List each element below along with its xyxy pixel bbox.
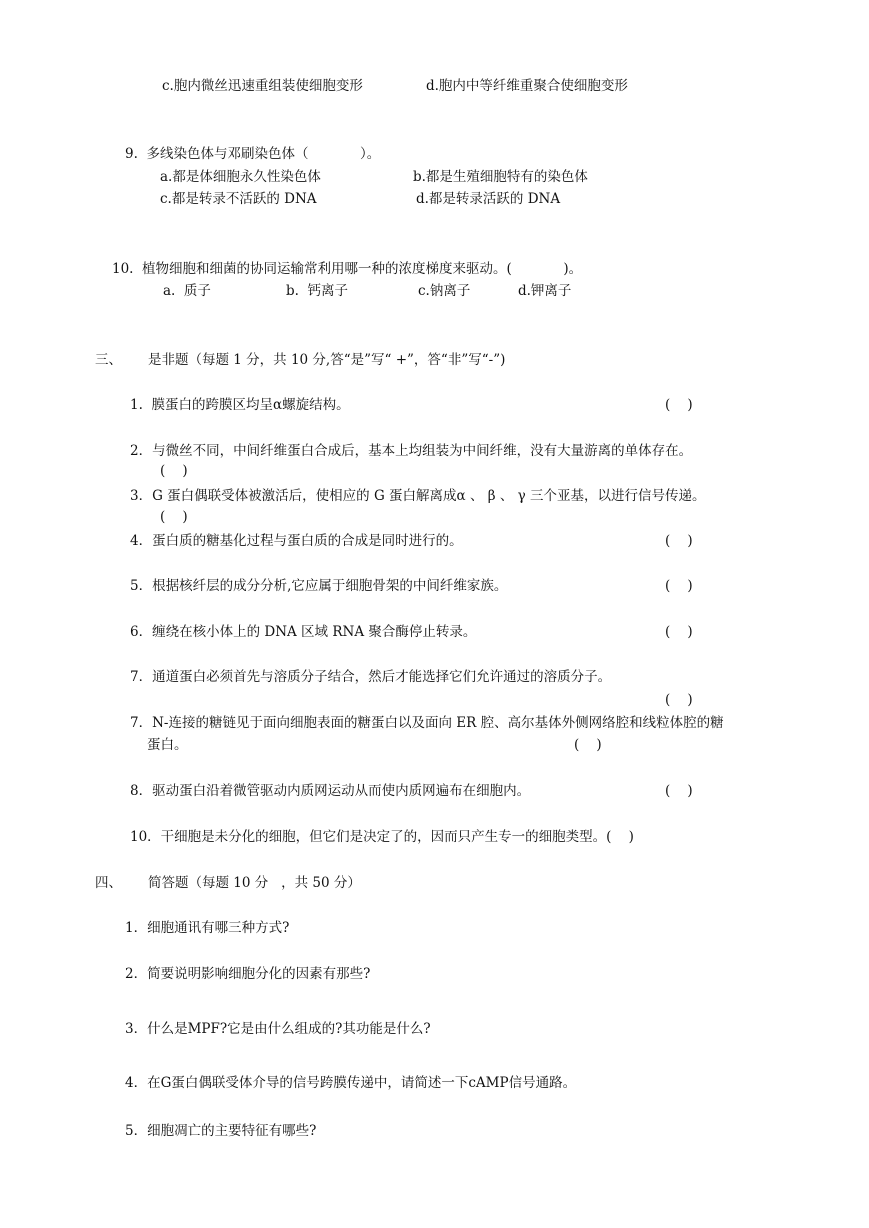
answer-blank: ( ) (665, 624, 693, 640)
section-4-number: 四、 (95, 875, 122, 891)
q9-option-d: d.都是转录活跃的 DNA (416, 191, 561, 207)
answer-blank: ( ) (665, 578, 693, 594)
answer-blank: ( ) (665, 533, 693, 549)
short-answer-3: 3．什么是MPF?它是由什么组成的?其功能是什么? (125, 1021, 431, 1037)
answer-blank: ( ) (160, 463, 188, 479)
answer-blank: ( ) (665, 783, 693, 799)
q9-option-b: b.都是生殖细胞特有的染色体 (413, 169, 588, 185)
tf-item-2: 2．与微丝不同，中间纤维蛋白合成后，基本上均组装为中间纤维，没有大量游离的单体存在。 (130, 443, 693, 459)
section-4-title: 简答题（每题 10 分 ，共 50 分） (148, 875, 361, 891)
tf-item-5: 5．根据核纤层的成分分析,它应属于细胞骨架的中间纤维家族。 (130, 578, 508, 594)
answer-blank: ( ) (574, 737, 602, 753)
q10-option-d: d.钾离子 (518, 283, 572, 299)
answer-blank: ( ) (160, 509, 188, 525)
tf-item-3: 3．G 蛋白偶联受体被激活后，使相应的 G 蛋白解离成α 、 β 、 γ 三个亚基，以进行信号传递。 (130, 488, 706, 504)
tf-item-6: 6．缠绕在核小体上的 DNA 区域 RNA 聚合酶停止转录。 (130, 624, 477, 640)
tf-item-8: 8．驱动蛋白沿着微管驱动内质网运动从而使内质网遍布在细胞内。 (130, 783, 531, 799)
tf-item-1: 1. 膜蛋白的跨膜区均呈α螺旋结构。 (130, 397, 350, 413)
tf-item-7b-continuation: 蛋白。 (147, 737, 188, 753)
short-answer-1: 1．细胞通讯有哪三种方式? (125, 920, 290, 936)
question-9-stem: 9. 多线染色体与邓刷染色体（ ）。 (125, 146, 381, 162)
question-10-stem: 10. 植物细胞和细菌的协同运输常利用哪一种的浓度梯度来驱动。( )。 (112, 261, 583, 277)
short-answer-5: 5．细胞凋亡的主要特征有哪些? (125, 1123, 317, 1139)
tf-item-10: 10．干细胞是未分化的细胞，但它们是决定了的，因而只产生专一的细胞类型。( ) (130, 829, 634, 845)
answer-blank: ( ) (665, 397, 693, 413)
section-3-title: 是非题（每题 1 分，共 10 分,答“是”写“ +”，答“非”写“-”) (148, 352, 506, 368)
q10-option-c: c.钠离子 (418, 283, 471, 299)
tf-item-7b: 7．N-连接的糖链见于面向细胞表面的糖蛋白以及面向 ER 腔、高尔基体外侧网络腔和线粒体腔的糖 (130, 715, 724, 731)
short-answer-4: 4．在G蛋白偶联受体介导的信号跨膜传递中，请简述一下cAMP信号通路。 (125, 1075, 577, 1091)
answer-blank: ( ) (665, 692, 693, 708)
q10-option-a: a. 质子 (163, 283, 211, 299)
q9-option-a: a.都是体细胞永久性染色体 (160, 169, 321, 185)
tf-item-4: 4．蛋白质的糖基化过程与蛋白质的合成是同时进行的。 (130, 533, 463, 549)
section-3-number: 三、 (95, 352, 122, 368)
tf-item-7: 7．通道蛋白必须首先与溶质分子结合，然后才能选择它们允许通过的溶质分子。 (130, 669, 612, 685)
option-c: c.胞内微丝迅速重组装使细胞变形 (162, 78, 363, 94)
q9-option-c: c.都是转录不活跃的 DNA (160, 191, 317, 207)
q10-option-b: b. 钙离子 (286, 283, 349, 299)
option-d: d.胞内中等纤维重聚合使细胞变形 (426, 78, 628, 94)
short-answer-2: 2．简要说明影响细胞分化的因素有那些? (125, 966, 371, 982)
